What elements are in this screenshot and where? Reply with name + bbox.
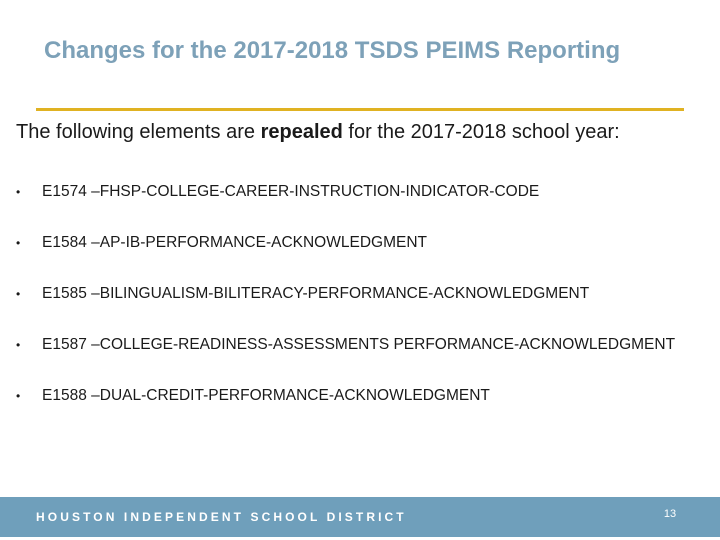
- intro-text-end: for the 2017-2018 school year:: [342, 121, 620, 143]
- title-divider: [36, 108, 684, 111]
- bullet-icon: •: [16, 338, 21, 352]
- intro-text: [16, 116, 696, 148]
- bullet-icon: •: [16, 185, 21, 199]
- repealed-elements-list: [16, 181, 706, 436]
- list-item: [16, 283, 706, 305]
- district-name: HOUSTON INDEPENDENT SCHOOL DISTRICT: [36, 510, 407, 524]
- list-item-text: E1585 –BILINGUALISM-BILITERACY-PERFORMANCE-ACKNOWLEDGMENT: [42, 285, 590, 302]
- bullet-icon: •: [16, 287, 21, 301]
- list-item-text: E1584 –AP-IB-PERFORMANCE-ACKNOWLEDGMENT: [42, 234, 427, 251]
- list-item: [16, 385, 706, 407]
- list-item-text: E1588 –DUAL-CREDIT-PERFORMANCE-ACKNOWLEDGMENT: [42, 387, 490, 404]
- bullet-icon: •: [16, 389, 21, 403]
- list-item: [16, 181, 706, 203]
- slide-title: Changes for the 2017-2018 TSDS PEIMS Reporting: [44, 37, 621, 64]
- intro-text-emphasis: repealed: [260, 121, 343, 143]
- page-number: 13: [663, 508, 677, 520]
- list-item: [16, 232, 706, 254]
- footer-bar: [0, 497, 720, 537]
- list-item-text: E1574 –FHSP-COLLEGE-CAREER-INSTRUCTION-INDICATOR-CODE: [42, 183, 540, 200]
- list-item-text: E1587 –COLLEGE-READINESS-ASSESSMENTS PERFORMANCE-ACKNOWLEDGMENT: [42, 336, 676, 353]
- list-item: [16, 334, 706, 356]
- bullet-icon: •: [16, 236, 21, 250]
- intro-text-start: The following elements are: [16, 121, 261, 143]
